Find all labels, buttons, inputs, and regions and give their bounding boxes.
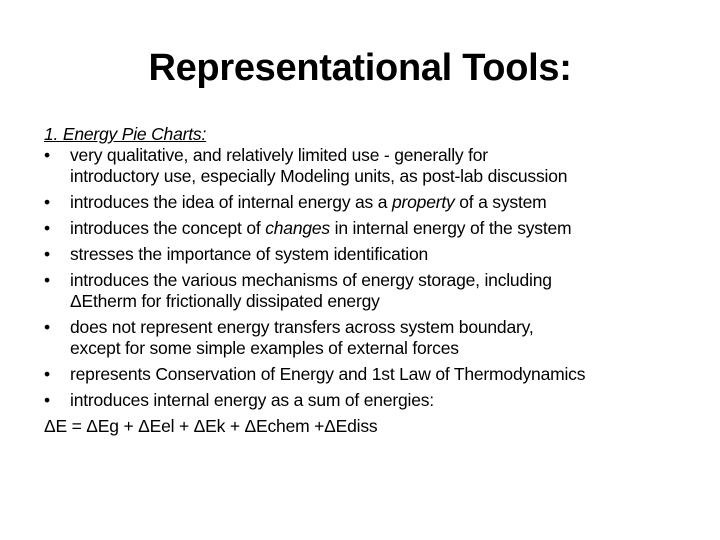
bullet-item <box>44 145 694 187</box>
bullet-item <box>44 390 694 411</box>
slide-body <box>44 124 694 437</box>
bullet-text-continued: ΔEtherm for frictionally dissipated energy <box>70 291 380 311</box>
bullet-icon: • <box>44 244 50 264</box>
energy-equation: ΔE = ΔEg + ΔEel + ΔEk + ΔEchem +ΔEdiss <box>44 416 378 436</box>
bullet-icon: • <box>44 218 50 238</box>
bullet-text: introduces the various mechanisms of energy storage, including <box>70 270 552 290</box>
bullet-text: represents Conservation of Energy and 1st Law of Thermodynamics <box>70 364 586 384</box>
bullet-text-continued: introductory use, especially Modeling units, as post-lab discussion <box>70 166 568 186</box>
bullet-icon: • <box>44 270 50 290</box>
bullet-text: stresses the importance of system identification <box>70 244 429 264</box>
bullet-text: introduces internal energy as a sum of energies: <box>70 390 434 410</box>
bullet-item <box>44 192 694 213</box>
bullet-icon: • <box>44 390 50 410</box>
bullet-text: very qualitative, and relatively limited use - generally for <box>70 145 488 165</box>
section-heading: 1. Energy Pie Charts: <box>44 124 207 144</box>
bullet-list <box>44 145 694 411</box>
bullet-item <box>44 364 694 385</box>
bullet-text: introduces the idea of internal energy as a <box>70 192 392 212</box>
bullet-item <box>44 270 694 312</box>
bullet-emphasis: property <box>391 192 455 212</box>
bullet-emphasis: changes <box>265 218 330 238</box>
bullet-icon: • <box>44 145 50 165</box>
bullet-text: does not represent energy transfers across system boundary, <box>70 317 534 337</box>
bullet-item <box>44 317 694 359</box>
bullet-icon: • <box>44 364 50 384</box>
bullet-item <box>44 218 694 239</box>
bullet-item <box>44 244 694 265</box>
bullet-text-end: of a system <box>454 192 547 212</box>
bullet-icon: • <box>44 192 50 212</box>
bullet-icon: • <box>44 317 50 337</box>
bullet-text: introduces the concept of <box>70 218 266 238</box>
slide-title: Representational Tools: <box>148 47 572 89</box>
bullet-text-continued: except for some simple examples of external forces <box>70 338 459 358</box>
bullet-text-end: in internal energy of the system <box>329 218 572 238</box>
